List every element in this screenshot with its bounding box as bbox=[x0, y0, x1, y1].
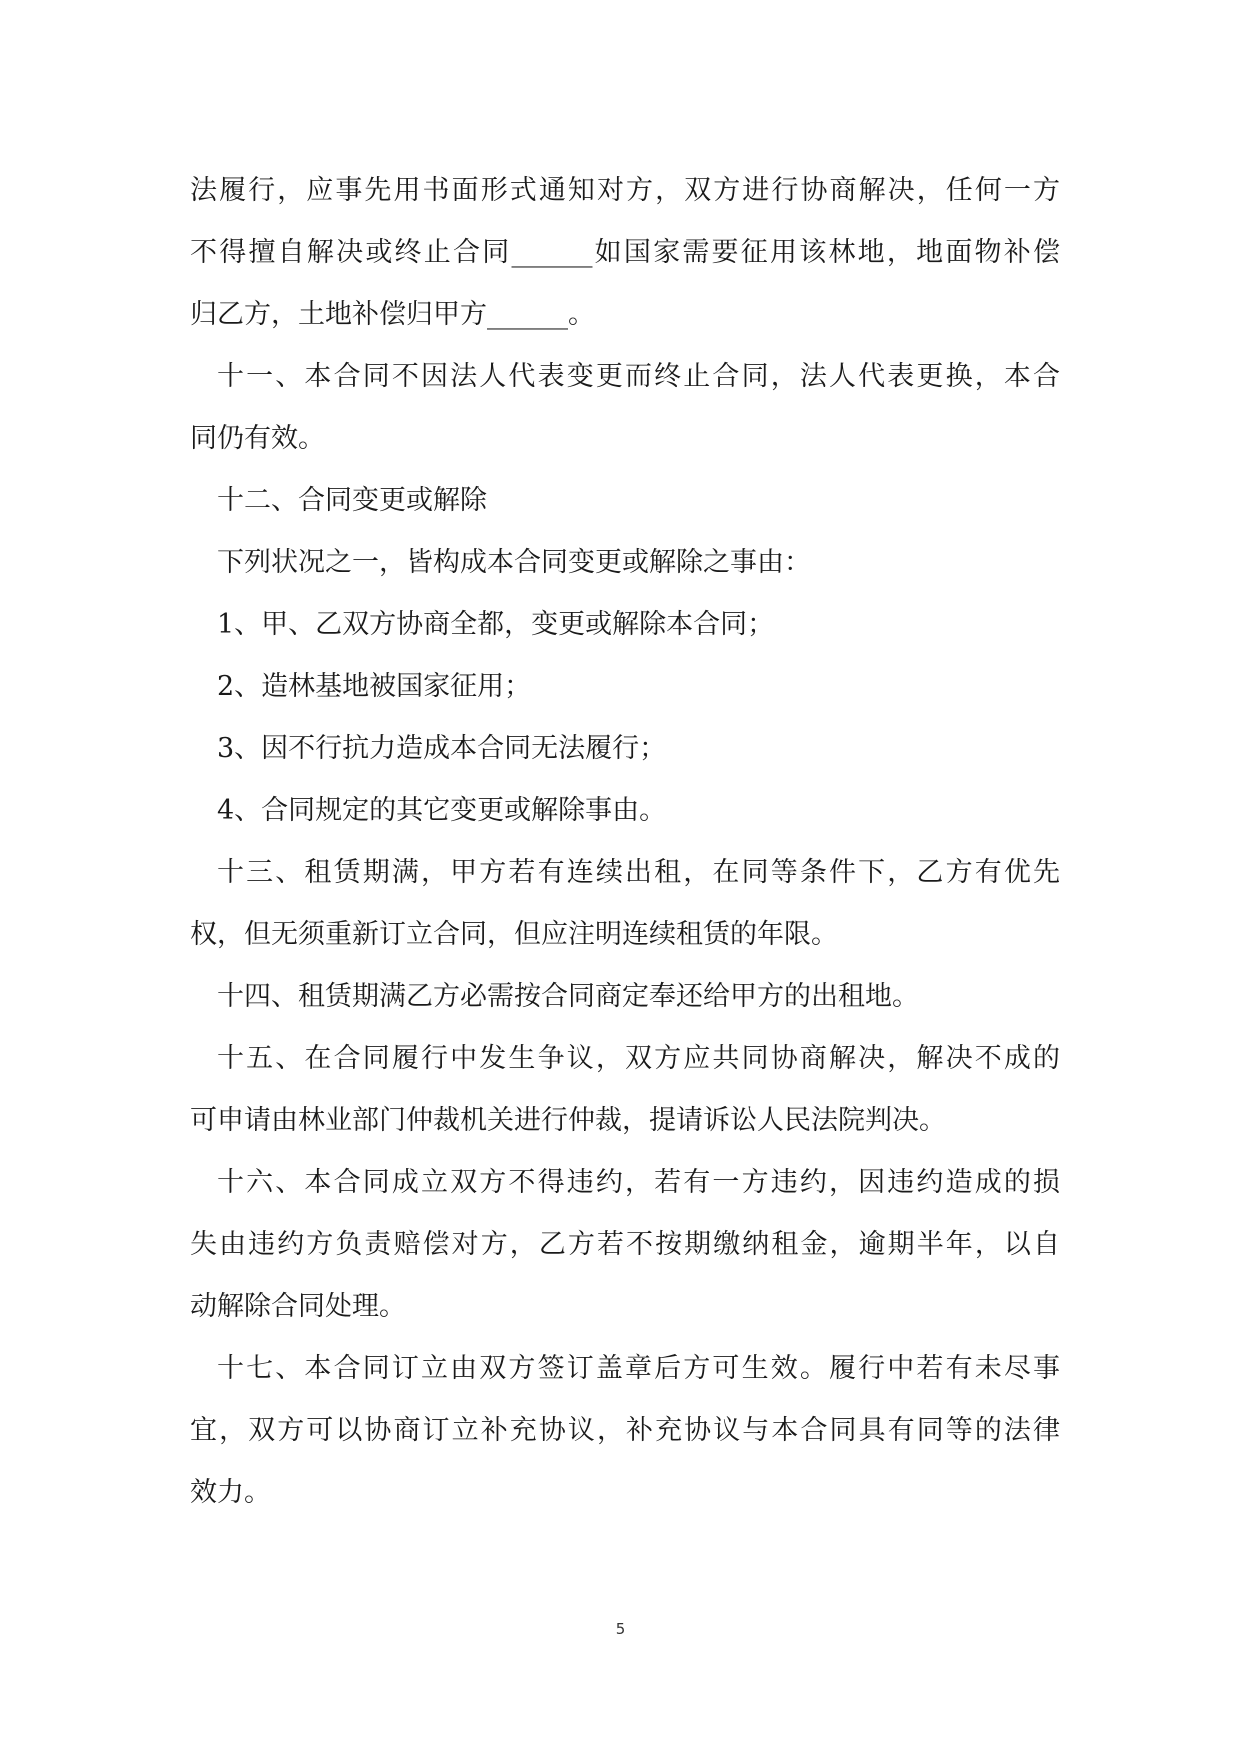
text-line: 十一、本合同不因法人代表变更而终止合同，法人代表更换，本合 bbox=[217, 361, 1060, 392]
text-line: 下列状况之一，皆构成本合同变更或解除之事由： bbox=[217, 547, 811, 578]
text-line: 2、造林基地被国家征用； bbox=[217, 671, 532, 702]
text-line: 十五、在合同履行中发生争议，双方应共同协商解决，解决不成的 bbox=[217, 1043, 1060, 1074]
page-number: 5 bbox=[615, 1620, 626, 1638]
text-line: 宜，双方可以协商订立补充协议，补充协议与本合同具有同等的法律 bbox=[190, 1415, 1060, 1446]
text-line: 十二、合同变更或解除 bbox=[217, 485, 487, 516]
text-line: 同仍有效。 bbox=[190, 423, 325, 454]
text-line: 1、甲、乙双方协商全都，变更或解除本合同； bbox=[217, 609, 775, 640]
text-line: 4、合同规定的其它变更或解除事由。 bbox=[217, 795, 667, 826]
text-line: 失由违约方负责赔偿对方，乙方若不按期缴纳租金，逾期半年，以自 bbox=[190, 1229, 1060, 1260]
text-line: 十六、本合同成立双方不得违约，若有一方违约，因违约造成的损 bbox=[217, 1167, 1060, 1198]
text-line: 十四、租赁期满乙方必需按合同商定奉还给甲方的出租地。 bbox=[217, 981, 919, 1012]
text-line: 不得擅自解决或终止合同______如国家需要征用该林地，地面物补偿 bbox=[190, 237, 1060, 268]
text-line: 十七、本合同订立由双方签订盖章后方可生效。履行中若有未尽事 bbox=[217, 1353, 1060, 1384]
text-line: 十三、租赁期满，甲方若有连续出租，在同等条件下，乙方有优先 bbox=[217, 857, 1060, 888]
text-line: 归乙方，土地补偿归甲方______。 bbox=[190, 299, 595, 330]
document-body bbox=[190, 160, 1060, 1524]
text-line: 法履行，应事先用书面形式通知对方，双方进行协商解决，任何一方 bbox=[190, 175, 1060, 206]
text-line: 权，但无须重新订立合同，但应注明连续租赁的年限。 bbox=[190, 919, 838, 950]
text-line: 效力。 bbox=[190, 1477, 271, 1508]
text-line: 动解除合同处理。 bbox=[190, 1291, 406, 1322]
text-line: 3、因不行抗力造成本合同无法履行； bbox=[217, 733, 667, 764]
text-line: 可申请由林业部门仲裁机关进行仲裁，提请诉讼人民法院判决。 bbox=[190, 1105, 946, 1136]
